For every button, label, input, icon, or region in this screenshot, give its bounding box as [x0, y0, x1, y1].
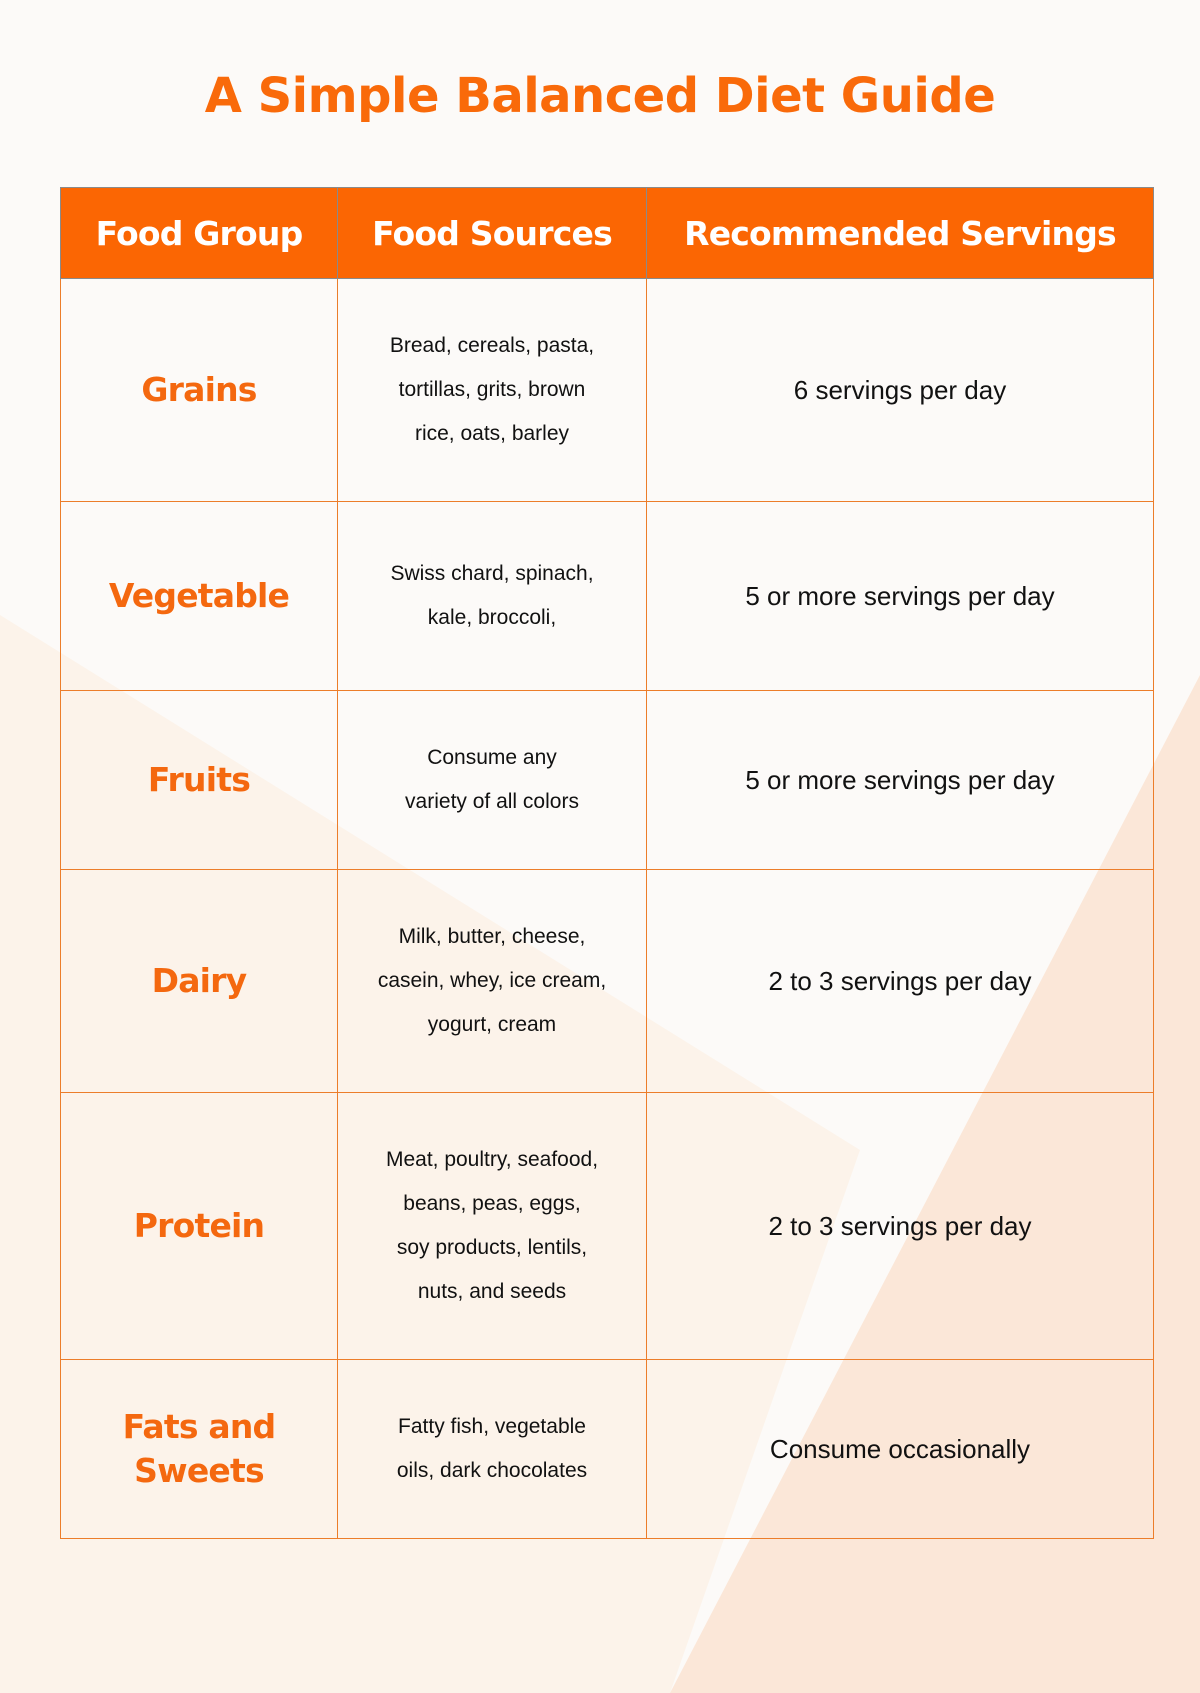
- food-group-label: Vegetable: [108, 576, 290, 615]
- food-sources-cell: [338, 691, 647, 870]
- table-row: [61, 1360, 1154, 1539]
- food-sources-line: Milk, butter, cheese,: [398, 925, 586, 948]
- servings-cell: 2 to 3 servings per day: [647, 1093, 1154, 1360]
- food-sources-line: variety of all colors: [405, 790, 579, 813]
- page-title: A Simple Balanced Diet Guide: [204, 68, 996, 124]
- food-group-label: Sweets: [134, 1451, 264, 1490]
- food-group-cell: [61, 1360, 338, 1539]
- food-sources-line: Consume any: [427, 746, 557, 769]
- header-food-sources: Food Sources: [338, 188, 647, 279]
- food-sources-line: Meat, poultry, seafood,: [385, 1148, 599, 1171]
- table-row: [61, 279, 1154, 502]
- food-sources-cell: [338, 870, 647, 1093]
- food-group-cell: [61, 691, 338, 870]
- food-sources-line: nuts, and seeds: [417, 1280, 567, 1303]
- diet-table: [60, 187, 1154, 1539]
- food-sources-cell: [338, 1360, 647, 1539]
- servings-cell: 5 or more servings per day: [647, 502, 1154, 691]
- food-group-cell: [61, 1093, 338, 1360]
- food-sources-cell: [338, 279, 647, 502]
- servings-cell: 5 or more servings per day: [647, 691, 1154, 870]
- food-sources-line: beans, peas, eggs,: [403, 1192, 581, 1215]
- food-sources-line: Fatty fish, vegetable: [398, 1415, 586, 1438]
- food-group-cell: [61, 279, 338, 502]
- food-sources-line: kale, broccoli,: [427, 606, 557, 629]
- food-group-cell: [61, 870, 338, 1093]
- food-sources-line: tortillas, grits, brown: [398, 378, 586, 401]
- food-sources-line: yogurt, cream: [427, 1013, 557, 1036]
- food-group-label: Dairy: [151, 961, 247, 1000]
- food-sources-line: rice, oats, barley: [414, 422, 570, 445]
- food-sources-cell: [338, 1093, 647, 1360]
- food-sources-line: soy products, lentils,: [396, 1236, 588, 1259]
- food-sources-line: casein, whey, ice cream,: [377, 969, 607, 992]
- food-group-label: Fruits: [147, 760, 251, 799]
- food-sources-cell: [338, 502, 647, 691]
- food-sources-line: Bread, cereals, pasta,: [389, 334, 595, 357]
- food-sources-line: Swiss chard, spinach,: [390, 562, 594, 585]
- food-group-label: Fats and: [122, 1407, 276, 1446]
- header-food-group: Food Group: [61, 188, 338, 279]
- servings-cell: Consume occasionally: [647, 1360, 1154, 1539]
- table-header-row: [61, 188, 1154, 279]
- food-group-label: Protein: [133, 1206, 265, 1245]
- table-row: [61, 1093, 1154, 1360]
- servings-cell: 6 servings per day: [647, 279, 1154, 502]
- table-row: [61, 691, 1154, 870]
- food-group-cell: [61, 502, 338, 691]
- food-sources-line: oils, dark chocolates: [396, 1459, 588, 1482]
- table-row: [61, 502, 1154, 691]
- food-group-label: Grains: [141, 370, 257, 409]
- table-row: [61, 870, 1154, 1093]
- servings-cell: 2 to 3 servings per day: [647, 870, 1154, 1093]
- header-recommended-servings: Recommended Servings: [647, 188, 1154, 279]
